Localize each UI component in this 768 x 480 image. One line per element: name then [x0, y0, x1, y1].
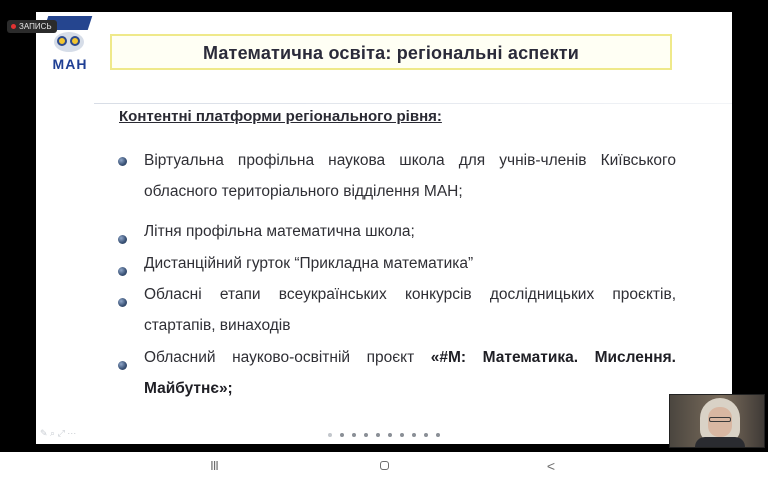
bullet-text: Віртуальна профільна наукова школа для учнів-членів Київського обласного територіального відділення МАН;: [144, 152, 676, 200]
bullet-text-plain: Обласний науково-освітній проєкт: [144, 349, 431, 366]
pager-dot[interactable]: [352, 433, 356, 437]
android-nav-bar: [0, 452, 768, 480]
bullet-text: Літня профільна математична школа;: [144, 223, 415, 240]
pager-dot[interactable]: [436, 433, 440, 437]
presentation-slide: [36, 12, 732, 444]
pager-dot[interactable]: [424, 433, 428, 437]
slide-title-band: [110, 34, 672, 70]
pager-dot[interactable]: [400, 433, 404, 437]
pager-dot[interactable]: [340, 433, 344, 437]
recording-badge: ЗАПИСЬ: [7, 20, 57, 33]
slide-divider: [94, 103, 732, 104]
bullet-text: Дистанційний гурток “Прикладна математика”: [144, 255, 474, 272]
bullet-text: Обласні етапи всеукраїнських конкурсів дослідницьких проєктів, стартапів, винаходів: [144, 286, 676, 334]
bullet-text-bold: «#М: Математика. Мислення. Майбутнє»;: [144, 349, 676, 397]
bullet-icon: [118, 298, 127, 307]
slide-pager: [328, 432, 440, 438]
pager-dot[interactable]: [376, 433, 380, 437]
back-button[interactable]: <: [546, 458, 556, 474]
owl-eye-icon: [70, 36, 80, 46]
presenter-video-thumbnail[interactable]: [669, 394, 765, 448]
logo-text: МАН: [52, 56, 88, 72]
owl-eye-icon: [57, 36, 67, 46]
slide-subtitle: Контентні платформи регіонального рівня:: [119, 108, 442, 125]
pager-dot[interactable]: [412, 433, 416, 437]
home-icon: [380, 461, 389, 470]
bullet-icon: [118, 361, 127, 370]
pager-dot[interactable]: [328, 433, 332, 437]
home-button[interactable]: [374, 458, 394, 474]
bullet-text: [144, 342, 676, 404]
slide-tools[interactable]: ✎ ⌕ ⤢ ⋯: [40, 428, 77, 438]
bullet-icon: [118, 235, 127, 244]
slide-title: Математична освіта: регіональні аспекти: [202, 43, 580, 63]
pager-dot[interactable]: [364, 433, 368, 437]
bullet-icon: [118, 157, 127, 166]
bullet-icon: [118, 267, 127, 276]
pager-dot[interactable]: [388, 433, 392, 437]
recents-button[interactable]: III: [210, 458, 218, 473]
